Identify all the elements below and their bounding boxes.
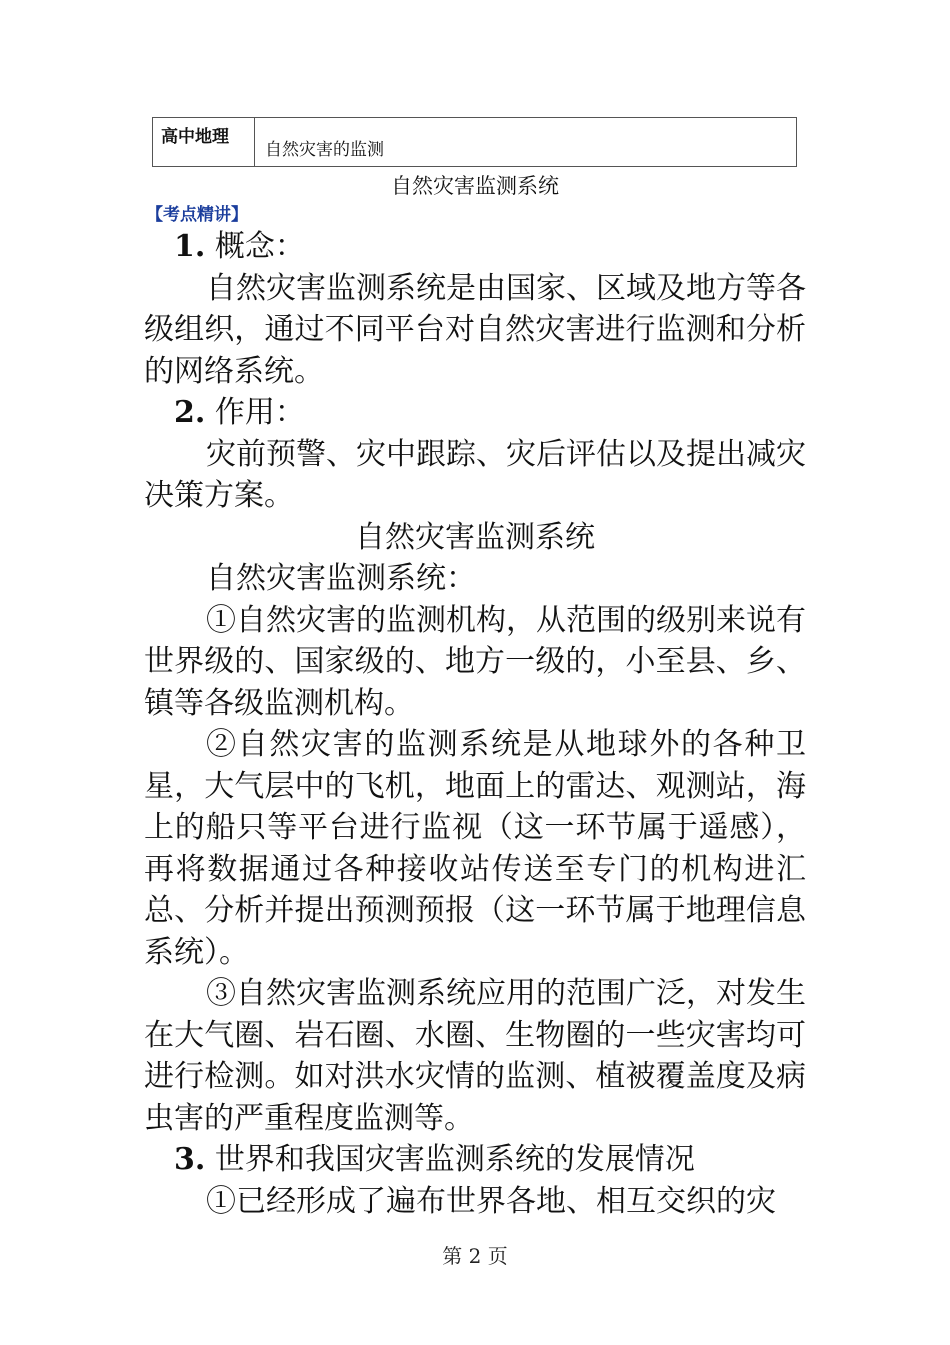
section-1-number: 1.	[174, 229, 206, 264]
section-3-heading	[144, 1139, 806, 1181]
section-2-number: 2.	[174, 395, 206, 430]
section-3-title: 世界和我国灾害监测系统的发展情况	[214, 1142, 695, 1177]
section-2-title: 作用：	[214, 395, 305, 430]
item-1: ①自然灾害的监测机构，从范围的级别来说有世界级的、国家级的、地方一级的，小至县、乡、镇等各级监测机构。	[144, 602, 806, 721]
document-body	[144, 226, 806, 1222]
kaodian-label: 【考点精讲】	[146, 205, 248, 225]
section-1-text: 自然灾害监测系统是由国家、区域及地方等各级组织，通过不同平台对自然灾害进行监测和分析的网络系统。	[144, 270, 806, 389]
topic-cell: 自然灾害的监测	[265, 140, 384, 160]
sub-heading: 自然灾害监测系统	[355, 519, 595, 555]
item-3: ③自然灾害监测系统应用的范围广泛，对发生在大气圈、岩石圈、水圈、生物圈的一些灾害均可进行检测。如对洪水灾情的监测、植被覆盖度及病虫害的严重程度监测等。	[144, 976, 806, 1136]
section-3-item-1: ①已经形成了遍布世界各地、相互交织的灾	[206, 1183, 776, 1219]
header-table	[152, 117, 797, 167]
section-1-title: 概念：	[214, 229, 305, 264]
section-2-text: 灾前预警、灾中跟踪、灾后评估以及提出减灾决策方案。	[144, 436, 806, 513]
item-2: ②自然灾害的监测系统是从地球外的各种卫星，大气层中的飞机，地面上的雷达、观测站，海上的船只等平台进行监视（这一环节属于遥感），再将数据通过各种接收站传送至专门的机构进汇总、分析并提出预测预报（这一环节属于地理信息系统）。	[144, 727, 806, 970]
subject-cell: 高中地理	[153, 118, 255, 166]
page-footer: 第 2 页	[442, 1244, 508, 1268]
section-2-heading	[144, 392, 806, 434]
sub-lead: 自然灾害监测系统：	[206, 561, 476, 596]
section-1-heading	[144, 226, 806, 268]
doc-title: 自然灾害监测系统	[391, 174, 559, 198]
section-3-number: 3.	[174, 1142, 206, 1177]
